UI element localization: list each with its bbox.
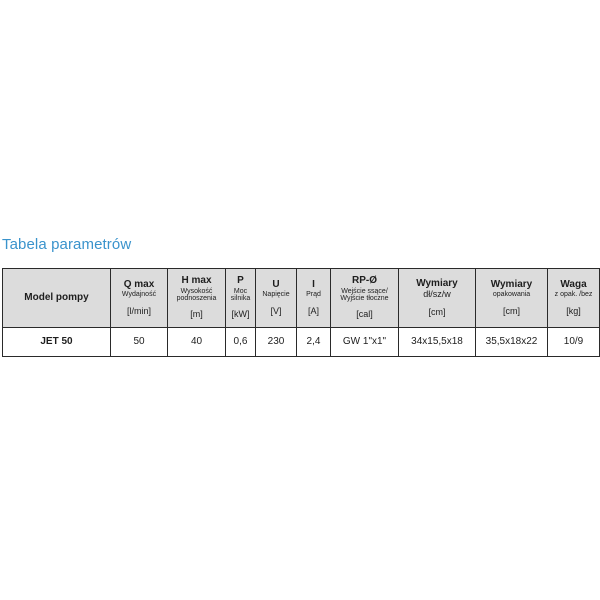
- table-title: Tabela parametrów: [2, 236, 132, 253]
- header-weight: [548, 269, 600, 328]
- header-unit: [kW]: [231, 309, 250, 320]
- header-subtitle: opakowania: [492, 291, 531, 299]
- header-current: [297, 269, 331, 328]
- header-package-dimensions: [476, 269, 548, 328]
- header-unit: [m]: [190, 309, 203, 320]
- cell-weight: 10/9: [548, 328, 600, 357]
- cell-package-dimensions: 35,5x18x22: [476, 328, 548, 357]
- header-subtitle: Moc silnika: [230, 287, 251, 303]
- header-unit: [cal]: [356, 309, 373, 320]
- header-title: U: [272, 278, 280, 290]
- table-row: [3, 328, 600, 357]
- header-title: Wymiary: [416, 277, 458, 289]
- header-unit: [cm]: [428, 306, 446, 317]
- header-subtitle: Wydajność: [121, 291, 157, 299]
- cell-h-max: 40: [168, 328, 226, 357]
- header-title: I: [312, 278, 315, 290]
- header-title: Waga: [560, 278, 587, 290]
- header-unit: [l/min]: [126, 305, 151, 316]
- header-subtitle: Wysokość podnoszenia: [176, 287, 217, 303]
- cell-voltage: 230: [256, 328, 297, 357]
- header-title: H max: [181, 275, 212, 287]
- header-subtitle: Wejście ssące/ Wyjście tłoczne: [340, 287, 389, 303]
- parameters-table: [2, 268, 600, 357]
- header-unit: [A]: [307, 305, 319, 316]
- header-subtitle: dł/sz/w: [423, 289, 451, 300]
- header-subtitle: Prąd: [306, 291, 321, 299]
- header-unit: [kg]: [566, 305, 581, 316]
- header-title: Q max: [123, 278, 155, 290]
- header-model: [3, 269, 111, 328]
- header-title: Model pompy: [24, 291, 89, 303]
- header-unit: [V]: [270, 305, 282, 316]
- cell-power: 0,6: [226, 328, 256, 357]
- header-power: [226, 269, 256, 328]
- cell-connection: GW 1"x1": [331, 328, 399, 357]
- header-q-max: [111, 269, 168, 328]
- header-dimensions: [399, 269, 476, 328]
- cell-dimensions: 34x15,5x18: [399, 328, 476, 357]
- header-unit: [cm]: [503, 305, 520, 316]
- cell-current: 2,4: [297, 328, 331, 357]
- header-h-max: [168, 269, 226, 328]
- header-title: RP-Ø: [352, 275, 377, 287]
- header-title: P: [237, 275, 244, 287]
- header-subtitle: z opak. /bez: [554, 291, 593, 299]
- header-subtitle: Napięcie: [262, 291, 290, 299]
- header-title: Wymiary: [490, 278, 533, 290]
- cell-model: JET 50: [3, 328, 111, 357]
- header-connection: [331, 269, 399, 328]
- table-header-row: [3, 269, 600, 328]
- cell-q-max: 50: [111, 328, 168, 357]
- header-voltage: [256, 269, 297, 328]
